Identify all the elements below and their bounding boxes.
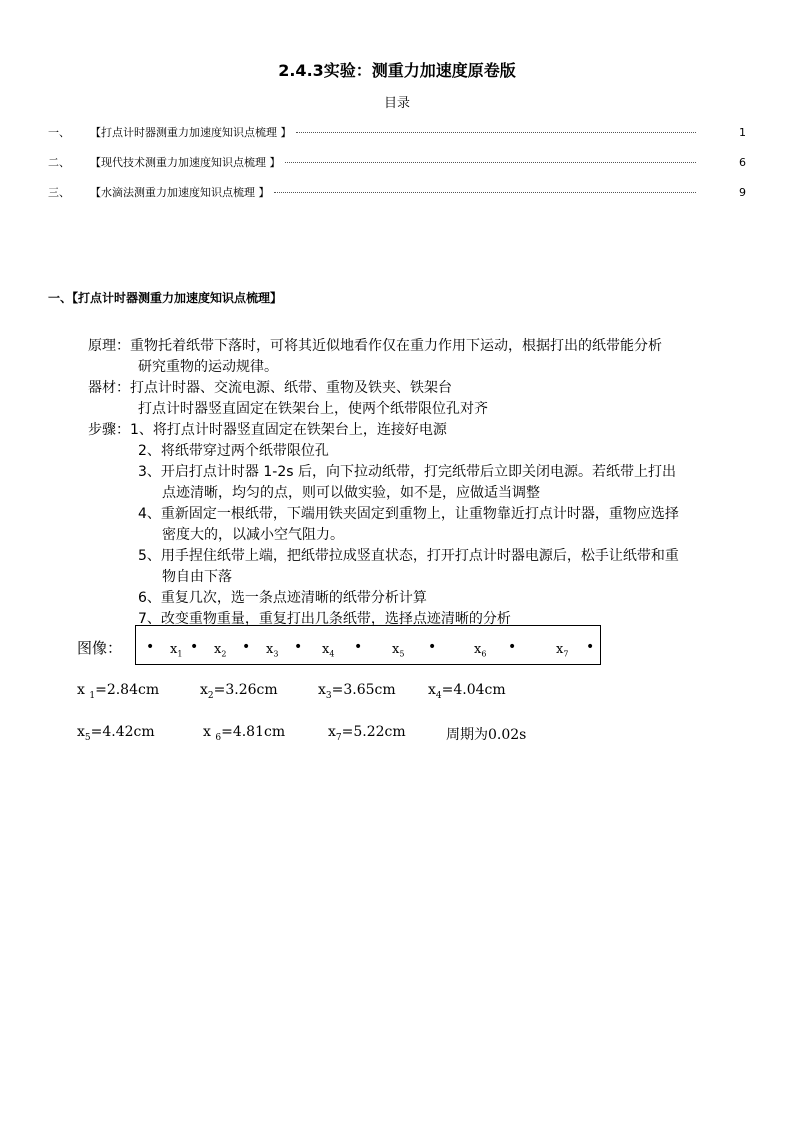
toc-entry-title: 【现代技术测重力加速度知识点梳理 】: [90, 156, 281, 169]
tape-dot: •: [354, 639, 363, 655]
measurement-x4: $x_4=4.04cm$: [428, 682, 506, 701]
step-3-cont: 点迹清晰，均匀的点，则可以做实验，如不是，应做适当调整: [162, 485, 540, 501]
tape-label-x3: $x_3$: [266, 642, 279, 659]
measurement-x2: $x_2=3.26cm$: [200, 682, 278, 701]
tape-label-x7: $x_7$: [556, 642, 569, 659]
ticker-tape: [135, 625, 601, 665]
tape-dot: •: [146, 639, 155, 655]
step-5: 5、用手捏住纸带上端，把纸带拉成竖直状态，打开打点计时器电源后，松手让纸带和重: [138, 548, 679, 564]
toc-entry[interactable]: [48, 124, 746, 154]
tape-dot: •: [508, 639, 517, 655]
toc-entry-page: 6: [739, 156, 746, 169]
measurement-x1: x $_1$=2.84cm: [77, 682, 160, 701]
step-7: 7、改变重物重量，重复打出几条纸带，选择点迹清晰的分析: [138, 611, 511, 627]
tape-label-x4: $x_4$: [322, 642, 335, 659]
principle-line-cont: 研究重物的运动规律。: [138, 359, 278, 375]
steps-line: 步骤：1、将打点计时器竖直固定在铁架台上，连接好电源: [88, 422, 447, 438]
step-4: 4、重新固定一根纸带，下端用铁夹固定到重物上，让重物靠近打点计时器，重物应选择: [138, 506, 679, 522]
figure-label: 图像：: [77, 639, 123, 657]
step-3: 3、开启打点计时器 1-2s 后，向下拉动纸带，打完纸带后立即关闭电源。若纸带上打出: [138, 464, 676, 480]
toc-entry-title: 【水滴法测重力加速度知识点梳理 】: [90, 186, 270, 199]
period-text: 周期为0.02s: [446, 727, 527, 743]
toc-entry-title: 【打点计时器测重力加速度知识点梳理 】: [90, 126, 292, 139]
tape-dot: •: [242, 639, 251, 655]
measurement-x5: $x_5=4.42cm$: [77, 724, 155, 743]
toc-entry[interactable]: [48, 184, 746, 214]
toc-entry-page: 1: [739, 126, 746, 139]
tape-label-x5: $x_5$: [392, 642, 405, 659]
tape-dot: •: [428, 639, 437, 655]
tape-dot: •: [294, 639, 303, 655]
principle-line: 原理：重物托着纸带下落时，可将其近似地看作仅在重力作用下运动，根据打出的纸带能分析: [88, 338, 662, 354]
step-6: 6、重复几次，选一条点迹清晰的纸带分析计算: [138, 590, 427, 606]
toc-entry-number: 二、: [48, 156, 70, 169]
tape-label-x2: $x_2$: [214, 642, 227, 659]
toc-leader-dots: [296, 132, 697, 133]
toc-entry-number: 三、: [48, 186, 70, 199]
tape-label-x1: $x_1$: [170, 642, 183, 659]
section-heading: 一、【打点计时器测重力加速度知识点梳理】: [48, 291, 283, 305]
toc-leader-dots: [274, 192, 697, 193]
table-of-contents: [48, 124, 746, 214]
measurement-x7: $x_7=5.22cm$: [328, 724, 406, 743]
step-5-cont: 物自由下落: [162, 569, 232, 585]
equipment-line: 器材：打点计时器、交流电源、纸带、重物及铁夹、铁架台: [88, 380, 452, 396]
tape-dot: •: [190, 639, 199, 655]
toc-entry-number: 一、: [48, 126, 70, 139]
equipment-line-cont: 打点计时器竖直固定在铁架台上，使两个纸带限位孔对齐: [138, 401, 488, 417]
toc-entry[interactable]: [48, 154, 746, 184]
step-4-cont: 密度大的，以减小空气阻力。: [162, 527, 344, 543]
step-2: 2、将纸带穿过两个纸带限位孔: [138, 443, 329, 459]
tape-label-x6: $x_6$: [474, 642, 487, 659]
toc-entry-page: 9: [739, 186, 746, 199]
measurement-x6: x $_6$=4.81cm: [203, 724, 286, 743]
ticker-tape-figure: [77, 625, 617, 667]
toc-leader-dots: [285, 162, 697, 163]
measurement-x3: $x_3=3.65cm$: [318, 682, 396, 701]
toc-heading: 目录: [383, 96, 410, 111]
document-title: 2.4.3实验：测重力加速度原卷版: [278, 61, 516, 80]
section-body: [88, 336, 748, 630]
tape-dot: •: [586, 639, 595, 655]
